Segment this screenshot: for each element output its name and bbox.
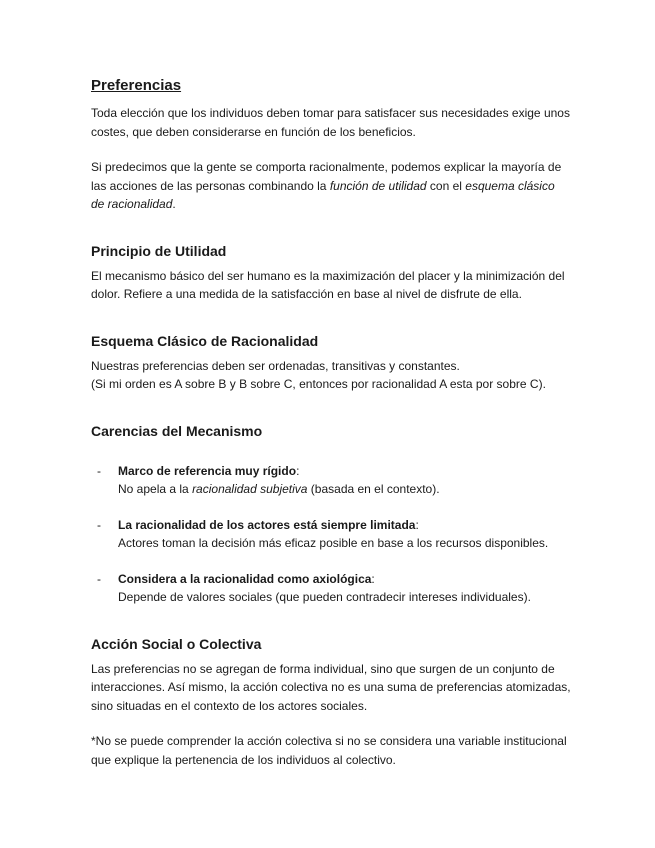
- bullet-dash: -: [97, 571, 101, 586]
- paragraph-accion-2: *No se puede comprender la acción colectiva si no se considera una variable institucional que explique la pertenencia de los individuos al colectivo.: [91, 734, 567, 767]
- paragraph-racionalidad-1: Nuestras preferencias deben ser ordenadas, transitivas y constantes.: [91, 358, 460, 373]
- section-title-preferencias: Preferencias: [91, 77, 182, 94]
- section-title-utilidad: Principio de Utilidad: [91, 242, 227, 259]
- list-item-text: Depende de valores sociales (que pueden contradecir intereses individuales).: [118, 590, 531, 604]
- paragraph-preferencias-1: Toda elección que los individuos deben tomar para satisfacer sus necesidades exige unos costes, que deben considerarse en función de los beneficios.: [91, 106, 570, 139]
- carencias-list: [91, 462, 571, 607]
- term-esquema-clasico: esquema clásico de racionalidad: [91, 178, 555, 211]
- list-item: - Considera a la racionalidad como axiológica: Depende de valores sociales (que pueden contradecir intereses individuales).: [91, 570, 571, 607]
- paragraph-utilidad: El mecanismo básico del ser humano es la maximización del placer y la minimización del dolor. Refiere a una medida de la satisfacción en base al nivel de disfrute de ella.: [91, 268, 565, 301]
- paragraph-racionalidad-2: (Si mi orden es A sobre B y B sobre C, entonces por racionalidad A esta por sobre C).: [91, 377, 546, 391]
- section-title-racionalidad: Esquema Clásico de Racionalidad: [91, 332, 319, 349]
- list-item: - Marco de referencia muy rígido: No apela a la racionalidad subjetiva (basada en el contexto).: [97, 463, 440, 496]
- list-item-label: La racionalidad de los actores está siempre limitada: [118, 517, 416, 532]
- list-item-label: Marco de referencia muy rígido: [118, 463, 297, 478]
- list-item-label: Considera a la racionalidad como axiológica: [118, 571, 372, 586]
- term-funcion-utilidad: función de utilidad: [329, 178, 427, 193]
- paragraph-preferencias-2: Si predecimos que la gente se comporta racionalmente, podemos explicar la mayoría de las acciones de las personas combinando la función de utilidad con el esquema clásico de racionalidad.: [91, 160, 562, 211]
- term-racionalidad-subjetiva: racionalidad subjetiva: [192, 482, 308, 496]
- list-item-text: Actores toman la decisión más eficaz posible en base a los recursos disponibles.: [118, 536, 549, 550]
- bullet-dash: -: [97, 463, 101, 478]
- section-title-accion: Acción Social o Colectiva: [91, 635, 262, 652]
- list-item: - La racionalidad de los actores está siempre limitada: Actores toman la decisión más eficaz posible en base a los recursos disponibles.: [91, 516, 571, 553]
- section-title-carencias: Carencias del Mecanismo: [91, 422, 263, 439]
- document-page: [91, 76, 571, 769]
- bullet-dash: -: [97, 517, 101, 532]
- paragraph-accion-1: Las preferencias no se agregan de forma individual, sino que surgen de un conjunto de interacciones. Así mismo, la acción colectiva no es una suma de preferencias atomizadas, sino situadas en el contexto de los actores sociales.: [91, 661, 571, 713]
